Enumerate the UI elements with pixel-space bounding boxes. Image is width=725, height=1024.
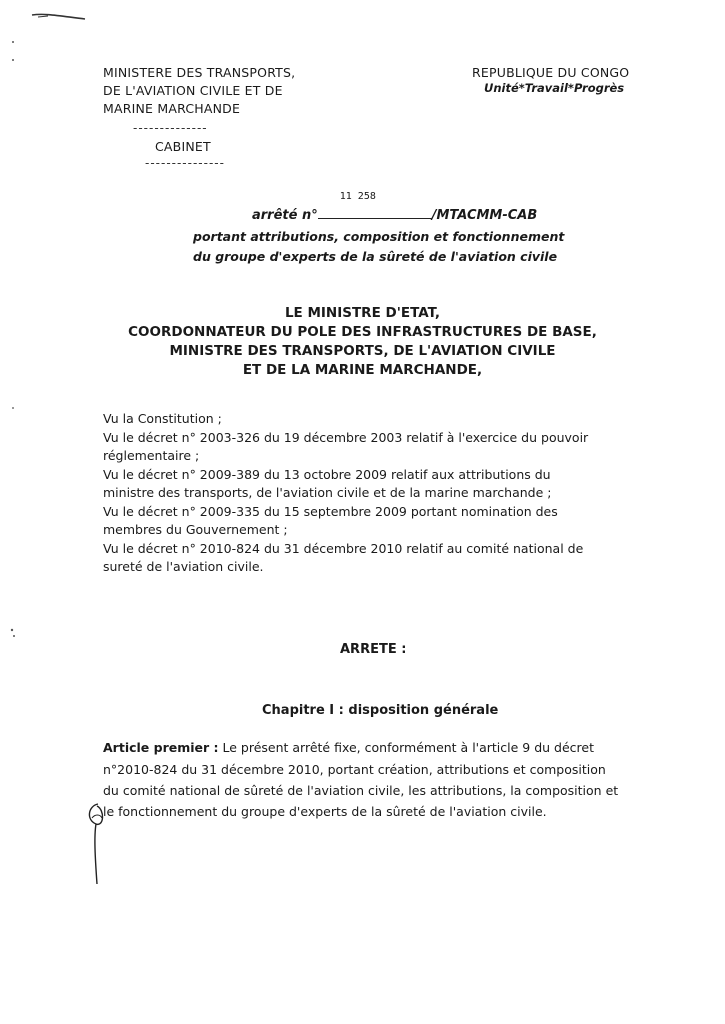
visa-line: Vu le décret n° 2003-326 du 19 décembre 2003 relatif à l'exercice du pouvoir [103,430,589,445]
visa-line: Vu le décret n° 2010-824 du 31 décembre 2010 relatif au comité national de [103,541,584,556]
article-line-1 [103,738,594,758]
arrete-heading: ARRETE : [340,642,407,657]
arrete-number: 11 258 [339,191,376,202]
arrete-suffix: /MTACMM-CAB [431,208,538,223]
dashes-top: -------------- [133,121,208,135]
arrete-number-line [252,191,538,223]
arrete-prefix: arrêté n° [252,208,318,223]
minister-line-4: ET DE LA MARINE MARCHANDE, [242,362,483,378]
visa-line: Vu la Constitution ; [103,411,222,426]
country-name: REPUBLIQUE DU CONGO [472,65,630,80]
handwritten-initial [78,796,118,896]
arrete-subtitle-2: du groupe d'experts de la sûreté de l'aviation civile [193,249,558,264]
visa-line: réglementaire ; [103,448,200,463]
ministry-line-3: MARINE MARCHANDE [103,101,241,116]
article-text-1: Le présent arrêté fixe, conformément à l'article 9 du décret [222,740,594,755]
chapter-title: Chapitre I : disposition générale [262,703,499,718]
country-motto: Unité*Travail*Progrès [484,81,625,95]
visa-line: Vu le décret n° 2009-335 du 15 septembre 2009 portant nomination des [103,504,558,519]
arrete-subtitle-1: portant attributions, composition et fonctionnement [193,229,565,244]
ministry-line-2: DE L'AVIATION CIVILE ET DE [103,83,283,98]
cabinet-label: CABINET [155,139,211,154]
minister-line-3: MINISTRE DES TRANSPORTS, DE L'AVIATION CIVILE [169,343,556,359]
arrete-number-blank [318,191,432,219]
article-line-4: le fonctionnement du groupe d'experts de la sûreté de l'aviation civile. [103,804,547,819]
visa-line: sureté de l'aviation civile. [103,559,264,574]
dashes-bottom: --------------- [145,156,225,170]
minister-line-1: LE MINISTRE D'ETAT, [284,305,441,321]
minister-line-2: COORDONNATEUR DU POLE DES INFRASTRUCTURES DE BASE, [128,324,597,340]
ministry-line-1: MINISTERE DES TRANSPORTS, [103,65,296,80]
visa-line: membres du Gouvernement ; [103,522,288,537]
visa-line: ministre des transports, de l'aviation civile et de la marine marchande ; [103,485,552,500]
article-label: Article premier : [103,740,219,755]
visa-line: Vu le décret n° 2009-389 du 13 octobre 2009 relatif aux attributions du [103,467,551,482]
scan-stroke-mark [30,10,90,24]
article-line-3: du comité national de sûreté de l'aviation civile, les attributions, la composition et [103,783,619,798]
article-line-2: n°2010-824 du 31 décembre 2010, portant création, attributions et composition [103,762,606,777]
